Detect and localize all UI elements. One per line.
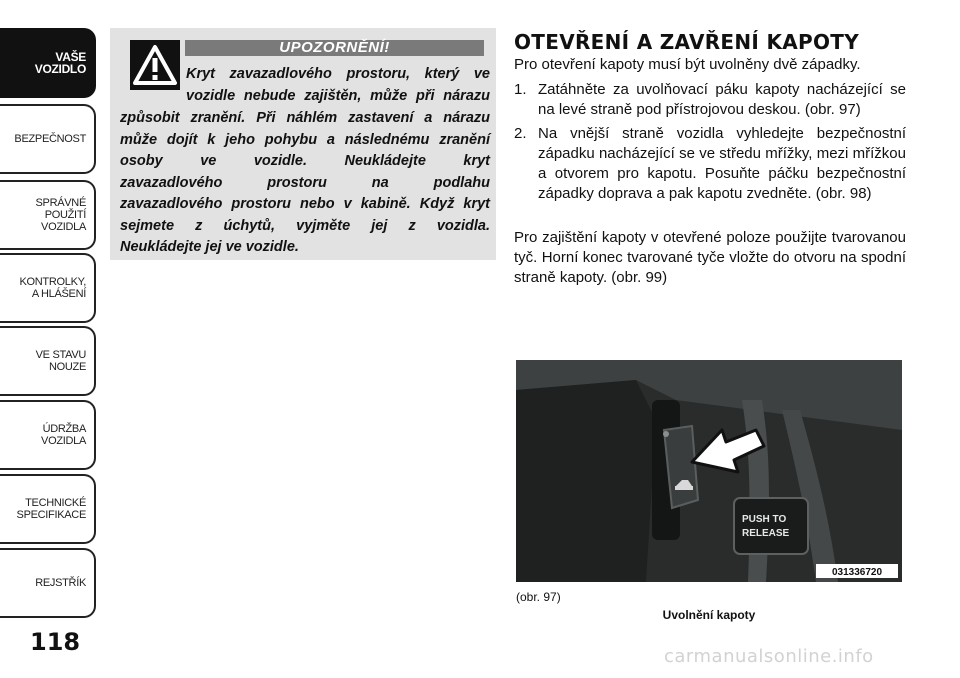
- watermark: carmanualsonline.info: [664, 646, 874, 667]
- tab-spravne-pouziti-vozidla[interactable]: SPRÁVNÉ POUŽITÍ VOZIDLA: [0, 180, 96, 250]
- step-text: Zatáhněte za uvolňovací páku kapoty nacházející se na levé straně pod přístrojovou deskou. (obr. 97): [538, 81, 906, 118]
- tab-udrzba-vozidla[interactable]: ÚDRŽBA VOZIDLA: [0, 400, 96, 470]
- warning-text-top: [186, 64, 490, 107]
- step-text: Na vnější straně vozidla vyhledejte bezpečnostní západku nacházející se ve středu mřížky, mezi mřížkou a otvorem pro kapotu. Posuňte páčku bezpečnostní západky doprava a pak kapotu zvedněte. (obr. 98): [538, 125, 906, 202]
- warning-box: [110, 28, 496, 260]
- section-paragraph: Pro zajištění kapoty v otevřené poloze použijte tvarovanou tyč. Horní konec tvarované tyče vložte do otvoru na spodní straně kapoty. (obr. 99): [514, 229, 906, 286]
- tab-bezpecnost[interactable]: BEZPEČNOST: [0, 104, 96, 174]
- tab-kontrolky-a-hlaseni[interactable]: KONTROLKY, A HLÁŠENÍ: [0, 253, 96, 323]
- warning-line: vozidle nebude zajištěn, může při nárazu: [186, 87, 490, 104]
- figure-reference: (obr. 97): [516, 590, 561, 604]
- page-number: 118: [30, 628, 81, 656]
- warning-line: zavazadlového prostoru na podlahu: [120, 174, 490, 191]
- step-item: [514, 124, 906, 204]
- warning-line: osoby ve vozidle. Neukládejte kryt: [120, 153, 490, 169]
- step-number: 2.: [514, 125, 527, 142]
- step-number: 1.: [514, 81, 527, 98]
- steps-list: [514, 80, 906, 208]
- section-heading: OTEVŘENÍ A ZAVŘENÍ KAPOTY: [514, 30, 859, 54]
- warning-line: zavazadlového prostoru nebo v kabině. Když kryt: [120, 196, 490, 212]
- tab-technicke-specifikace[interactable]: TECHNICKÉ SPECIFIKACE: [0, 474, 96, 544]
- hood-release-photo: [516, 360, 902, 582]
- warning-title: UPOZORNĚNÍ!: [185, 40, 484, 56]
- warning-line: Neukládejte jej ve vozidle.: [120, 239, 299, 255]
- section-intro: Pro otevření kapoty musí být uvolněny dvě západky.: [514, 56, 861, 73]
- warning-line: způsobit zranění. Při náhlém zastavení a nárazu: [120, 110, 490, 126]
- figure-caption: Uvolnění kapoty: [662, 608, 756, 622]
- warning-line: sejmete z úchytů, vyjměte jej z vozidla.: [120, 217, 490, 234]
- pedal-label-line-2: RELEASE: [742, 528, 790, 539]
- warning-text-body: [120, 108, 490, 259]
- tab-ve-stavu-nouze[interactable]: VE STAVU NOUZE: [0, 326, 96, 396]
- warning-line: Kryt zavazadlového prostoru, který ve: [186, 66, 490, 82]
- pedal-label-line-1: PUSH TO: [742, 514, 787, 525]
- tab-vase-vozidlo[interactable]: VAŠE VOZIDLO: [0, 28, 96, 98]
- step-item: [514, 80, 906, 120]
- warning-triangle-icon: [130, 40, 180, 90]
- warning-line: může dojít k jeho pohybu a následnému zranění: [120, 131, 490, 148]
- tab-rejstrik[interactable]: REJSTŘÍK: [0, 548, 96, 618]
- image-code-label: 031336720: [831, 567, 883, 578]
